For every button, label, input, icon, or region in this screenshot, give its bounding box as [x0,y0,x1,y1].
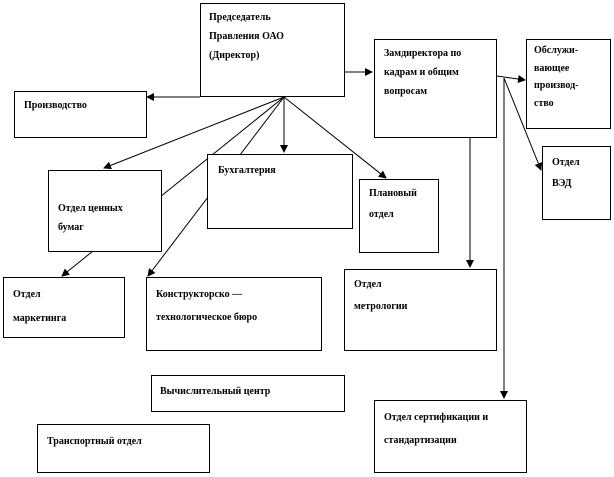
deputy-director-label: Замдиректора по кадрам и общим вопросам [384,48,462,97]
accounting-label: Бухгалтерия [218,165,276,176]
transport-department-label: Транспортный отдел [47,436,142,447]
metrology-department-label: Отдел метрологии [354,279,408,312]
computing-center-label: Вычислительный центр [160,386,271,397]
design-bureau-label: Конструкторско — технологическое бюро [156,289,258,323]
chairman-label: Председатель Правления ОАО (Директор) [209,12,284,61]
service-production-label: Обслужи- вающее производ- ство [534,45,579,109]
certification-department-label: Отдел сертификации и стандартизации [384,412,489,446]
arrow-deputy-service [497,76,525,80]
marketing-department-label: Отдел маркетинга [13,289,67,324]
planning-department-label: Плановый отдел [369,188,417,220]
production-label: Производство [24,100,87,111]
securities-department-label: Отдел ценных бумаг [58,203,123,233]
ved-department-label: Отдел ВЭД [552,157,580,189]
